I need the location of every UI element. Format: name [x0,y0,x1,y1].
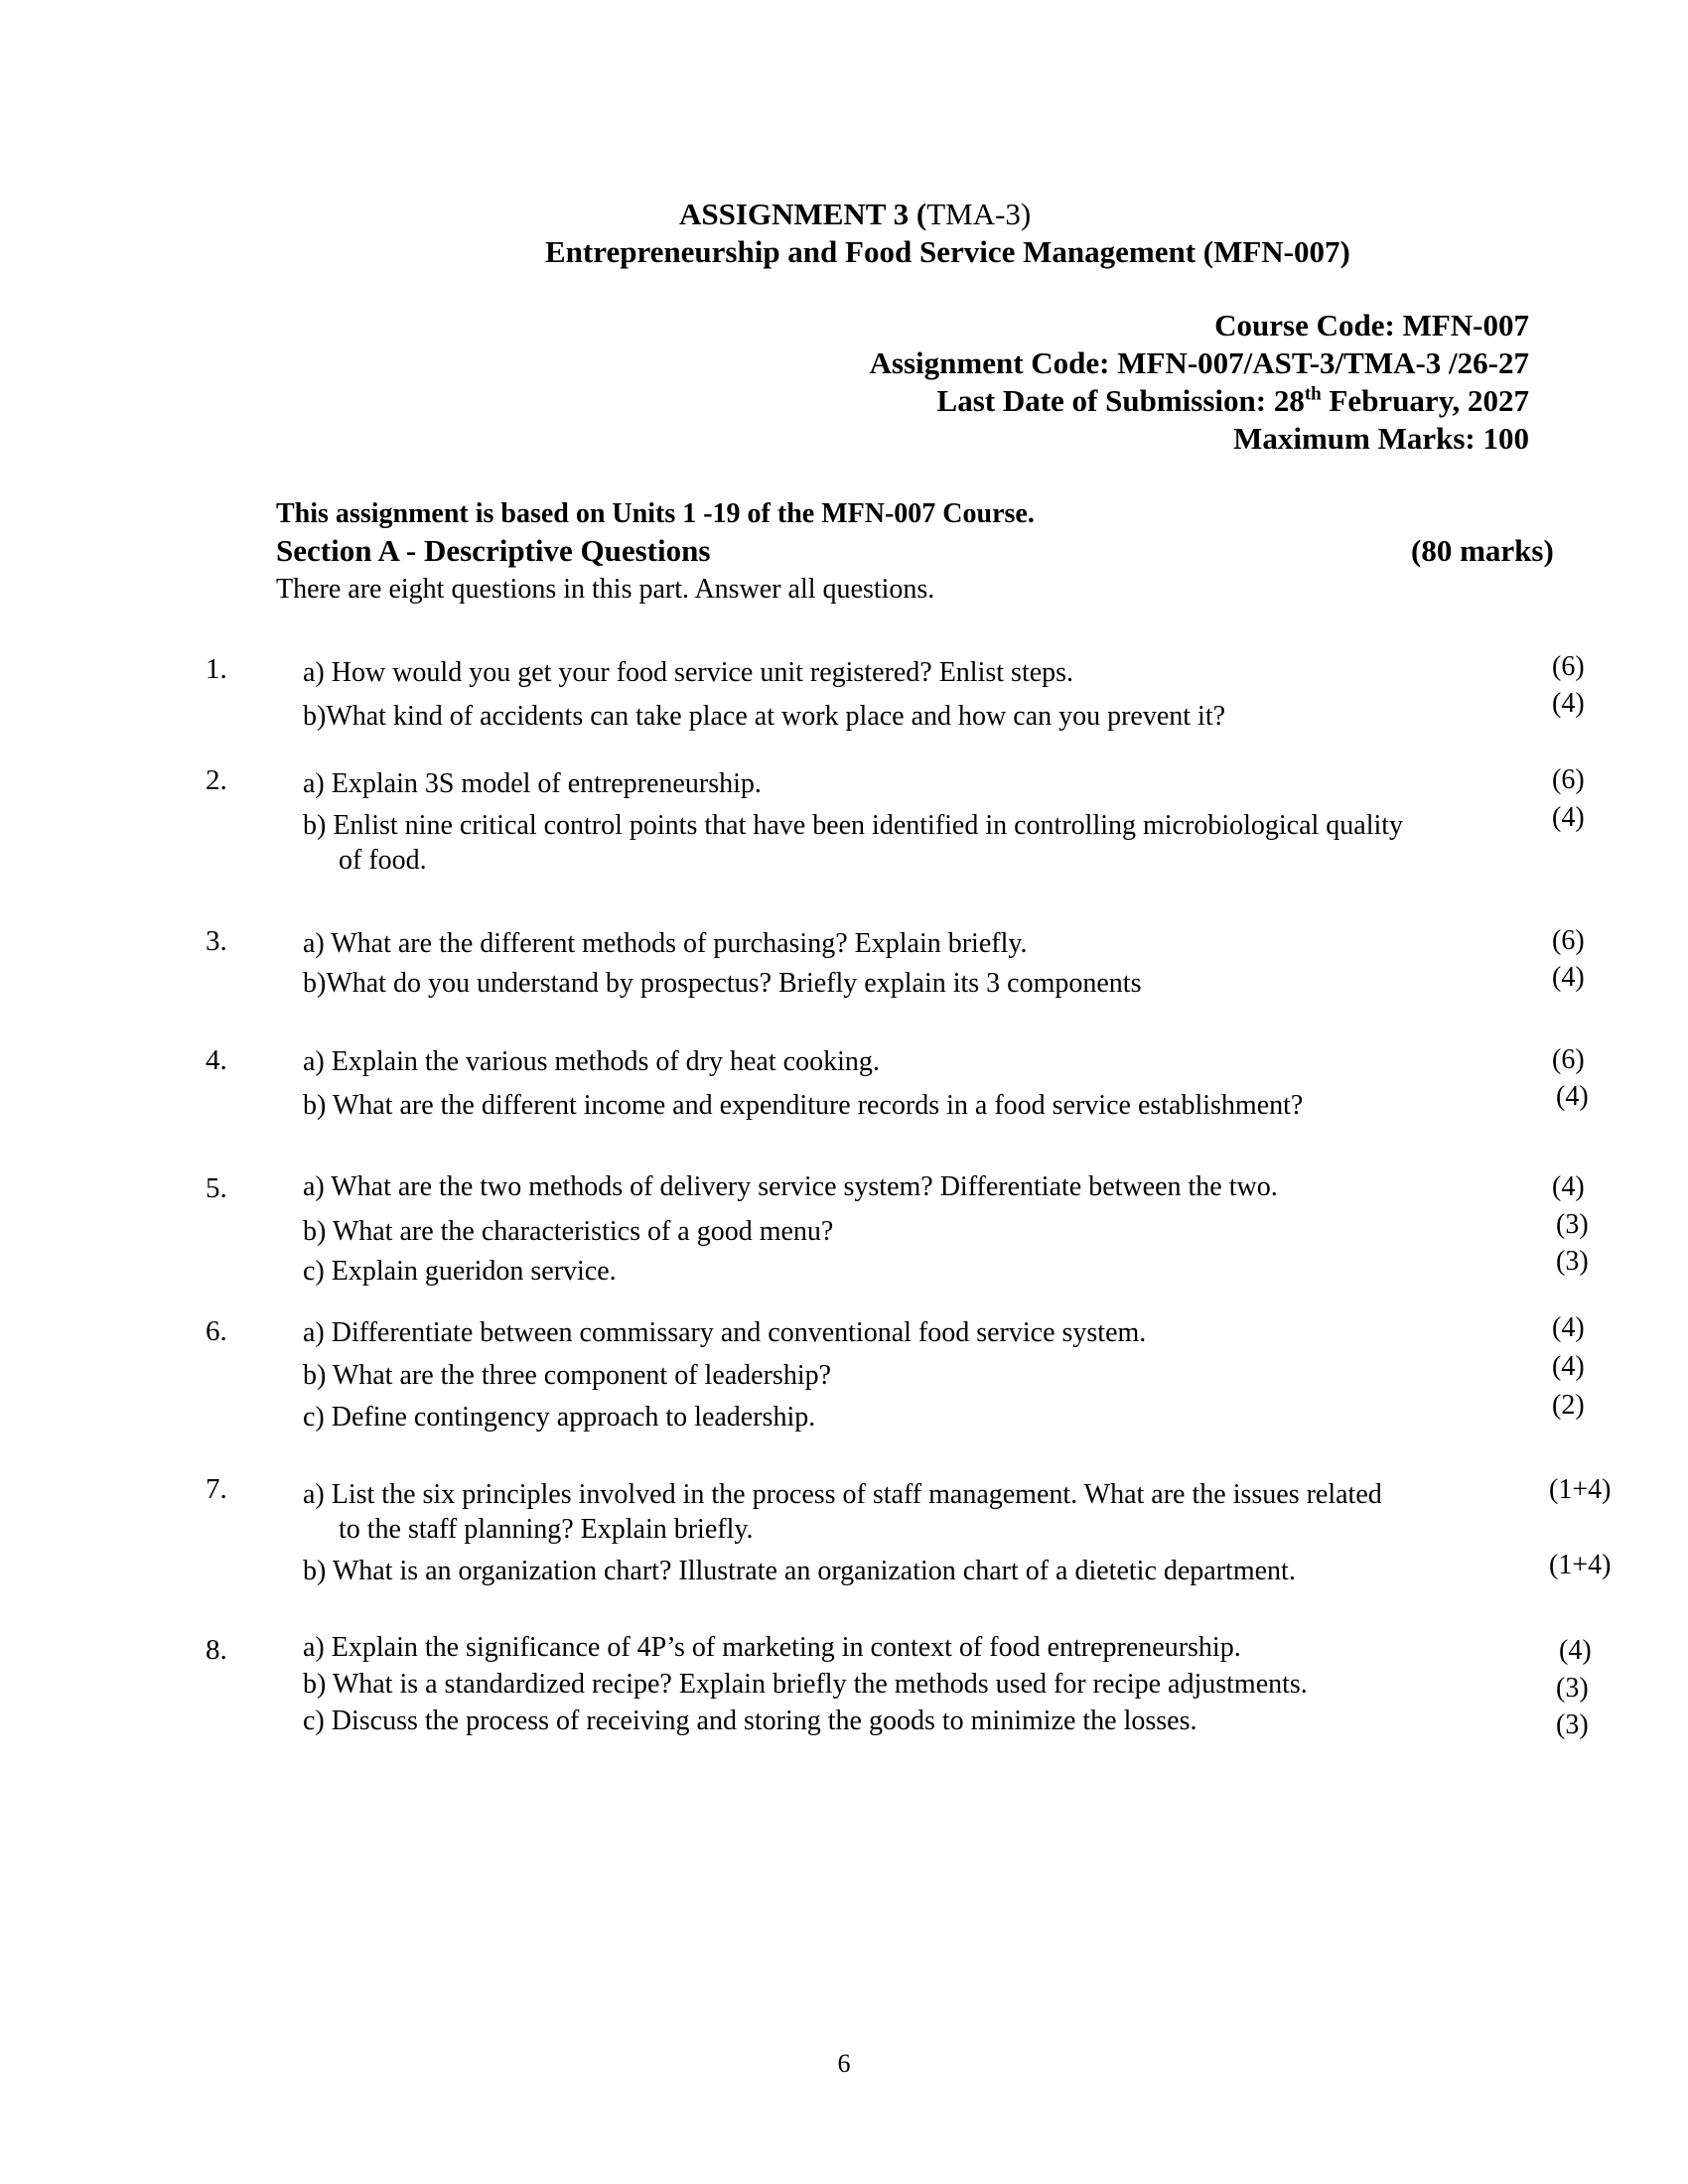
question-3-mark-b: (4) [1552,962,1585,993]
question-7-number: 7. [206,1473,227,1505]
question-5-mark-b: (3) [1556,1209,1589,1240]
submission-date-prefix: Last Date of Submission: 28 [936,383,1305,418]
question-3-number: 3. [206,925,227,957]
maximum-marks: Maximum Marks: 100 [1233,421,1529,456]
question-8-number: 8. [206,1634,227,1666]
assignment-code: Assignment Code: MFN-007/AST-3/TMA-3 /26-27 [869,345,1529,380]
assignment-heading-bold: ASSIGNMENT 3 ( [679,197,927,231]
question-2-part-a: a) Explain 3S model of entrepreneurship. [303,768,762,799]
question-5-part-b: b) What are the characteristics of a good menu? [303,1216,834,1247]
submission-date-suffix: February, 2027 [1321,383,1529,418]
question-1-part-b: b)What kind of accidents can take place at work place and how can you prevent it? [303,701,1226,732]
question-4-mark-a: (6) [1552,1044,1585,1075]
question-6-part-b: b) What are the three component of leadership? [303,1360,832,1391]
question-8-mark-a: (4) [1559,1635,1592,1666]
course-code: Course Code: MFN-007 [1214,308,1529,342]
question-7-part-b: b) What is an organization chart? Illustrate an organization chart of a dietetic department. [303,1556,1296,1586]
question-4-part-a: a) Explain the various methods of dry heat cooking. [303,1046,880,1077]
course-title: Entrepreneurship and Food Service Management (MFN-007) [545,234,1350,269]
question-1-part-a: a) How would you get your food service unit registered? Enlist steps. [303,657,1074,688]
question-6-mark-c: (2) [1552,1390,1585,1421]
question-6-part-a: a) Differentiate between commissary and conventional food service system. [303,1317,1147,1348]
question-7-mark-a: (1+4) [1549,1474,1612,1505]
assignment-heading-rest: TMA-3) [926,197,1032,231]
question-1-mark-a: (6) [1552,651,1585,682]
question-5-number: 5. [206,1172,227,1204]
page-number: 6 [837,2049,851,2078]
question-7-part-a: a) List the six principles involved in the process of staff management. What are the issues related [303,1479,1382,1510]
question-5-part-a: a) What are the two methods of delivery service system? Differentiate between the two. [303,1171,1278,1202]
question-6-mark-b: (4) [1552,1351,1585,1382]
section-title: Section A - Descriptive Questions [276,533,711,568]
question-3-part-b: b)What do you understand by prospectus? Briefly explain its 3 components [303,968,1142,999]
question-8-part-a: a) Explain the significance of 4P’s of marketing in context of food entrepreneurship. [303,1632,1241,1663]
question-7-part-a-cont: to the staff planning? Explain briefly. [339,1514,754,1545]
question-6-part-c: c) Define contingency approach to leadership. [303,1402,816,1433]
question-1-number: 1. [206,653,227,685]
question-8-mark-b: (3) [1556,1673,1589,1704]
question-5-part-c: c) Explain gueridon service. [303,1256,617,1287]
question-8-part-b: b) What is a standardized recipe? Explain briefly the methods used for recipe adjustments. [303,1669,1308,1700]
question-3-mark-a: (6) [1552,925,1585,956]
question-5-mark-c: (3) [1556,1246,1589,1277]
question-2-number: 2. [206,764,227,796]
question-2-mark-a: (6) [1552,764,1585,795]
submission-date-sup: th [1304,383,1322,405]
assignment-basis: This assignment is based on Units 1 -19 of the MFN-007 Course. [276,498,1035,529]
question-6-number: 6. [206,1315,227,1347]
question-1-mark-b: (4) [1552,688,1585,719]
question-4-part-b: b) What are the different income and expenditure records in a food service establishment? [303,1090,1304,1121]
question-8-part-c: c) Discuss the process of receiving and storing the goods to minimize the losses. [303,1706,1197,1736]
question-2-mark-b: (4) [1552,802,1585,833]
question-7-mark-b: (1+4) [1549,1550,1612,1580]
question-2-part-b-cont: of food. [339,845,427,876]
question-5-mark-a: (4) [1552,1171,1585,1202]
section-marks: (80 marks) [1411,533,1554,568]
question-8-mark-c: (3) [1556,1709,1589,1740]
question-3-part-a: a) What are the different methods of purchasing? Explain briefly. [303,928,1028,959]
question-4-number: 4. [206,1044,227,1076]
section-instruction: There are eight questions in this part. Answer all questions. [276,574,935,605]
submission-date [937,383,1529,419]
question-4-mark-b: (4) [1556,1081,1589,1112]
question-2-part-b: b) Enlist nine critical control points that have been identified in controlling microbiological quality [303,810,1404,841]
question-6-mark-a: (4) [1552,1312,1585,1343]
